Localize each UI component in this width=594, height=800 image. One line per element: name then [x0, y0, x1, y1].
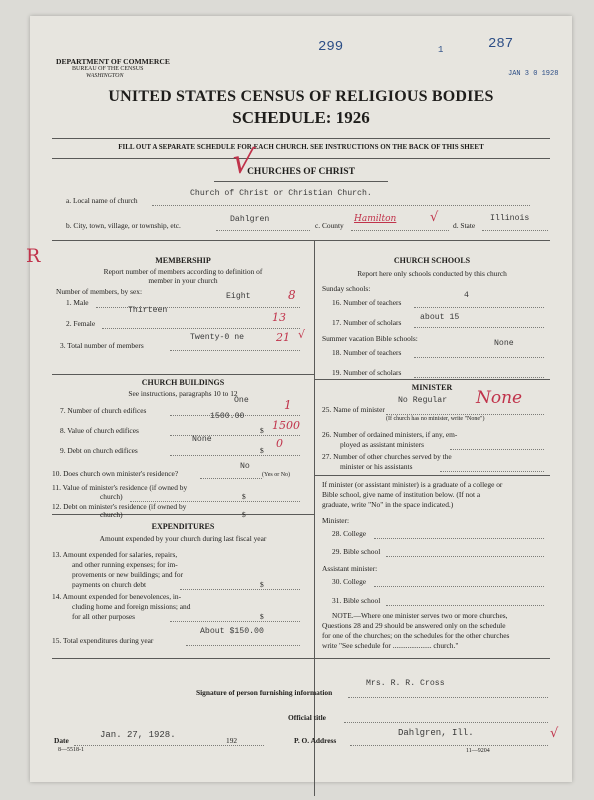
exp-13-line-3: provements or new buildings; and for	[72, 570, 184, 579]
minister-26-line-2: ployed as assistant ministers	[340, 440, 424, 449]
female-typed: Thirteen	[128, 306, 168, 315]
total-hand: 21	[276, 331, 290, 344]
summer-teachers-label: 18. Number of teachers	[332, 348, 402, 357]
value-typed: 1500.00	[210, 412, 245, 421]
exp-15-label: 15. Total expenditures during year	[52, 636, 154, 645]
res-value-label-2: church)	[100, 492, 123, 501]
edifices-hand: 1	[284, 398, 292, 412]
document-subtitle: SCHEDULE: 1926	[232, 108, 370, 127]
debt-label: 9. Debt on church edifices	[60, 446, 138, 455]
male-hand: 8	[288, 288, 296, 302]
res-debt-label-2: church)	[100, 510, 123, 519]
buildings-note: See instructions, paragraphs 10 to 12	[128, 389, 238, 398]
exp-13-line-1: 13. Amount expended for salaries, repairs,	[52, 550, 178, 559]
minister-note-3: for one of the churches; on the schedules for the other churches	[322, 631, 510, 640]
expenditures-note: Amount expended by your church during last fiscal year	[99, 534, 267, 543]
minister-name-hand: None	[476, 388, 523, 408]
debt-typed: None	[192, 435, 212, 444]
college-30-label: 30. College	[332, 577, 367, 586]
res-debt-label-1: 12. Debt on minister's residence (if owned by	[52, 502, 187, 511]
summer-schools-label: Summer vacation Bible schools:	[322, 334, 418, 343]
total-members-label: 3. Total number of members	[60, 341, 144, 350]
church-name-value: Church of Christ or Christian Church.	[190, 189, 372, 198]
minister-note-4: write "See schedule for ..................... church."	[322, 641, 459, 650]
edifices-typed: One	[234, 396, 249, 405]
buildings-heading: CHURCH BUILDINGS	[141, 378, 225, 387]
bible-31-label: 31. Bible school	[332, 596, 381, 605]
county-label: c. County	[315, 221, 344, 230]
schools-note: Report here only schools conducted by this church	[357, 269, 507, 278]
city-value: Dahlgren	[230, 215, 270, 224]
minister-name-label: 25. Name of minister	[322, 405, 385, 414]
schedule-number-right: 287	[488, 36, 514, 52]
minister-27-line-1: 27. Number of other churches served by the	[322, 452, 452, 461]
minister-27-line-2: minister or his assistants	[340, 462, 413, 471]
po-address-label: P. O. Address	[294, 736, 337, 745]
members-by-sex-label: Number of members, by sex:	[56, 287, 142, 296]
debt-hand: 0	[276, 437, 283, 450]
membership-note-2: member in your church	[148, 276, 218, 285]
bureau-label: BUREAU OF THE CENSUS	[72, 66, 144, 72]
state-label: d. State	[453, 221, 476, 230]
minister-note-2: Questions 28 and 29 should be answered only on the schedule	[322, 621, 506, 630]
red-check-mark: √	[229, 140, 257, 184]
print-number: 11—9204	[466, 748, 490, 754]
city-label-field: b. City, town, village, or township, etc.	[66, 221, 181, 230]
exp-14-line-3: for all other purposes	[72, 612, 136, 621]
assistant-sub-label: Assistant minister:	[322, 564, 378, 573]
yes-no-hint: (Yes or No)	[262, 472, 291, 478]
bible-29-label: 29. Bible school	[332, 547, 381, 556]
total-typed: Twenty-0 ne	[190, 333, 245, 342]
minister-name-typed: No Regular	[398, 396, 448, 405]
teachers-label: 16. Number of teachers	[332, 298, 402, 307]
church-name-label: a. Local name of church	[66, 196, 138, 205]
scholars-label: 17. Number of scholars	[332, 318, 402, 327]
denomination-heading: CHURCHES OF CHRIST	[247, 167, 355, 177]
res-value-label-1: 11. Value of minister's residence (if owned by	[52, 483, 188, 492]
date-typed: Jan. 27, 1928.	[100, 730, 176, 740]
date-label: Date	[54, 736, 69, 745]
membership-heading: MEMBERSHIP	[155, 256, 211, 265]
exp-13-line-4: payments on church debt	[72, 580, 147, 589]
value-label: 8. Value of church edifices	[60, 426, 139, 435]
membership-note-1: Report number of members according to definition of	[103, 267, 263, 276]
red-r-mark: R	[26, 245, 41, 267]
minister-sub-label: Minister:	[322, 516, 350, 525]
census-schedule-page: DEPARTMENT OF COMMERCE BUREAU OF THE CENSUS WASHINGTON 299 1 287 JAN 3 0 1928 UNITED STATES CENSUS OF RELIGIOUS BODIES SCHEDULE: 1926 FILL OUT A SEPARATE SCHEDULE FOR EACH CHURCH. SEE INSTRUCTIONS ON THE BACK OF THIS SHEET CHURCHES OF CHRIST √ a. Local name of church Church of Christ or Christian Church. b. City, town, village, or township, etc. Dahlgren c. County Hamilton √ d. State Illinois R MEMBERSHIP Report number of members according to definition of member in your church Number of members, by sex: 1. Male Eight 8 2. Female Thirteen 13 3. Total number of members Twenty-0 ne 21 √ CHURCH BUILDINGS See instructions, paragraphs 10 to 12 7. Number of church edifices One 1 8. Value of church edifices $ 1500.00 1500 9. Debt on church edifices $ None 0 10. Does church own minister's residence? No (Yes or No) 11. Value of minister's residence (if owned by church) $ 12. Debt on minister's residence (if owned by church) $ EXPENDITURES Amount expended by your church during last fiscal year 13. Amount expended for salaries, repairs, and other running expenses; for im- provements or new buildings; and for payments on church debt $ 14. Amount expended for benevolences, in- cluding home and foreign missions; and for all other purposes $ 15. Total expenditures during year About $150.00 CHURCH SCHOOLS Report here only schools conducted by this church Sunday schools: 16. Number of teachers 4 17. Number of scholars about 15 Summer vacation Bible schools: 18. Number of teachers None 19. Number of scholars MINISTER 25. Name of minister (If church has no minister, write "None") No Regular None 26. Number of ordained ministers, if any, em- ployed as assistant ministers 27. Number of other churches served by the minister or his assistants If minister (or assistant minister) is a graduate of a college or Bible school, give name of institution below. (If not a graduate, write "No" in the space indicated.) Minister: 28. College 29. Bible school Assistant minister: 30. College 31. Bible school NOTE.—Where one minister serves two or more churches, Questions 28 and 29 should be answered only on the schedule for one of the churches; on the schedules for the other churches write "See schedule for ..................... church." Signature of person furnishing information Mrs. R. R. Cross Official title Date Jan. 27, 1928. 192 8—5518-1 P. O. Address Dahlgren, Ill. √ 11—9204	[30, 16, 572, 782]
graduate-note-1: If minister (or assistant minister) is a graduate of a college or	[322, 480, 503, 489]
state-value: Illinois	[490, 214, 530, 223]
college-28-label: 28. College	[332, 529, 367, 538]
female-hand: 13	[272, 311, 286, 324]
expenditures-heading: EXPENDITURES	[151, 522, 215, 531]
graduate-note-3: graduate, write "No" in the space indicated.)	[322, 500, 454, 509]
residence-typed: No	[240, 462, 250, 471]
schedule-number-left: 299	[318, 39, 344, 55]
exp-14-line-2: cluding home and foreign missions; and	[72, 602, 191, 611]
minister-heading: MINISTER	[411, 383, 453, 392]
exp-13-line-2: and other running expenses; for im-	[72, 560, 178, 569]
exp-14-line-1: 14. Amount expended for benevolences, in-	[52, 592, 182, 601]
male-typed: Eight	[226, 292, 251, 301]
residence-label: 10. Does church own minister's residence?	[52, 469, 179, 478]
minister-name-note: (If church has no minister, write "None")	[386, 416, 485, 422]
form-number: 8—5518-1	[58, 747, 84, 753]
document-title: UNITED STATES CENSUS OF RELIGIOUS BODIES	[108, 88, 494, 105]
minister-26-line-1: 26. Number of ordained ministers, if any, em-	[322, 430, 458, 439]
edifices-label: 7. Number of church edifices	[60, 406, 147, 415]
city-label: WASHINGTON	[86, 73, 124, 79]
female-label: 2. Female	[66, 319, 96, 328]
county-value: Hamilton	[354, 214, 397, 224]
teachers-typed: 4	[464, 291, 469, 300]
graduate-note-2: Bible school, give name of institution below. (If not a	[322, 490, 481, 499]
summer-scholars-label: 19. Number of scholars	[332, 368, 402, 377]
department-label: DEPARTMENT OF COMMERCE	[56, 57, 170, 66]
scholars-typed: about 15	[420, 313, 460, 322]
signature-typed: Mrs. R. R. Cross	[366, 679, 445, 688]
received-date-stamp: JAN 3 0 1928	[508, 70, 559, 78]
sunday-schools-label: Sunday schools:	[322, 284, 371, 293]
total-expenditure-typed: About $150.00	[200, 627, 264, 636]
male-label: 1. Male	[66, 298, 89, 307]
official-title-label: Official title	[288, 713, 326, 722]
po-address-typed: Dahlgren, Ill.	[398, 728, 474, 738]
summer-teachers-typed: None	[494, 339, 514, 348]
instruction-line: FILL OUT A SEPARATE SCHEDULE FOR EACH CHURCH. SEE INSTRUCTIONS ON THE BACK OF THIS SHEET	[118, 143, 484, 151]
year-suffix: 192	[226, 736, 238, 745]
minister-note-1: NOTE.—Where one minister serves two or more churches,	[332, 611, 508, 620]
value-hand: 1500	[272, 419, 300, 432]
schools-heading: CHURCH SCHOOLS	[393, 256, 471, 265]
signature-label: Signature of person furnishing information	[196, 688, 333, 697]
